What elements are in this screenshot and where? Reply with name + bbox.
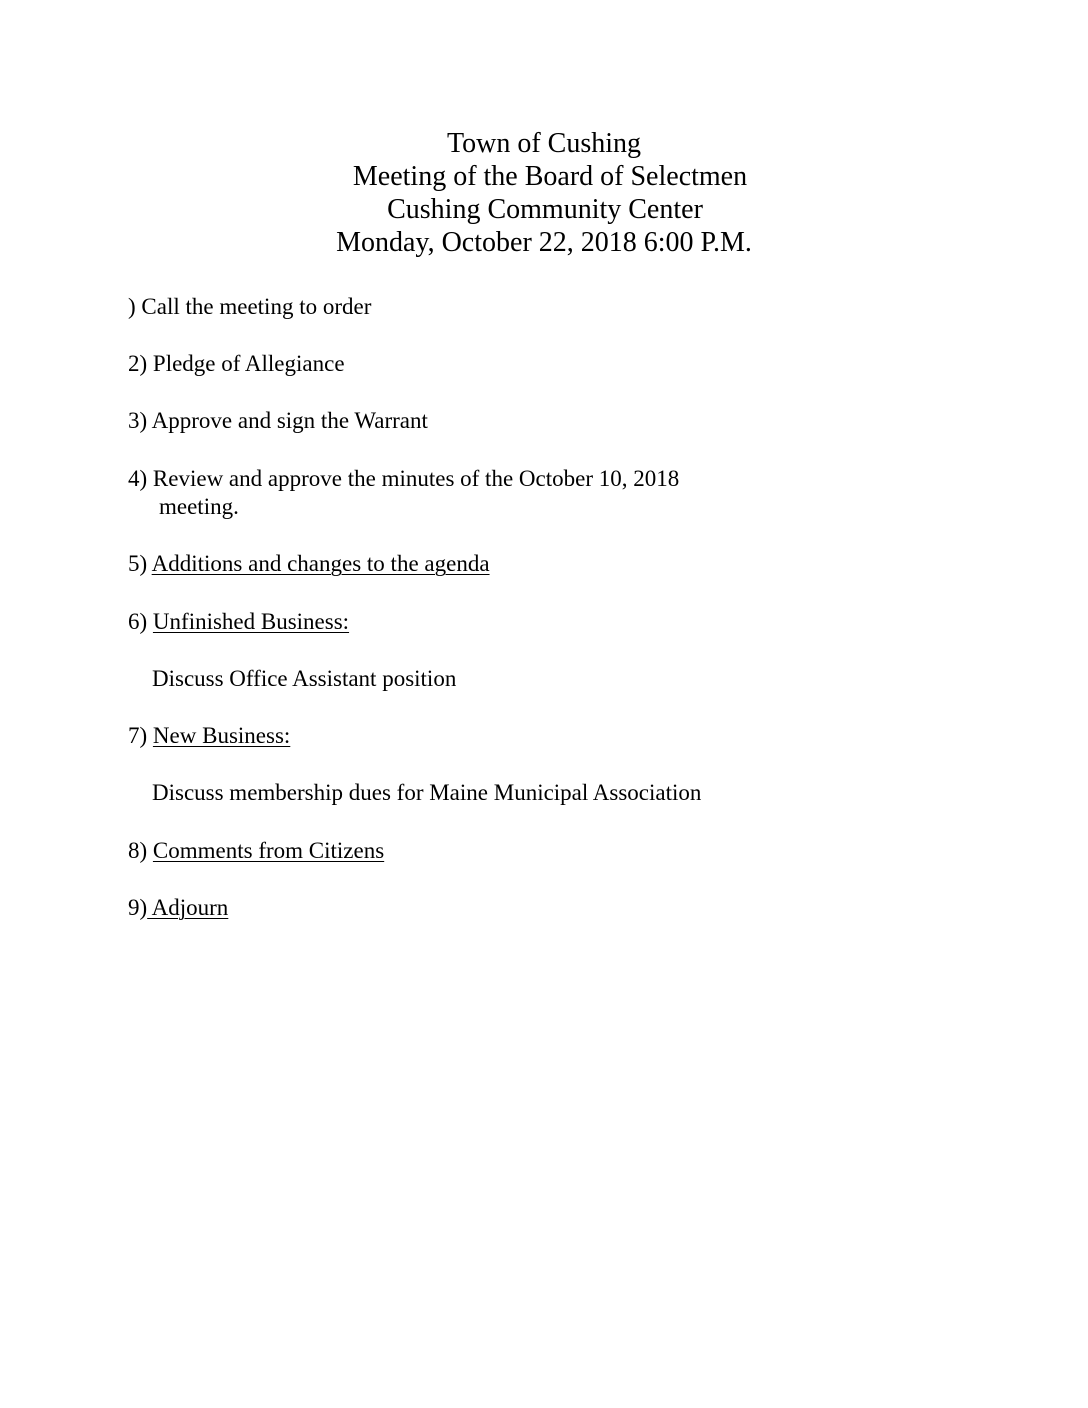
agenda-item-2	[128, 350, 345, 378]
agenda-item-1	[128, 293, 371, 321]
agenda-item-4	[128, 465, 679, 521]
agenda-item-6	[128, 608, 349, 636]
agenda-item-text: Adjourn	[147, 895, 229, 920]
agenda-item-text: Call the meeting to order	[141, 294, 372, 319]
meeting-date: Monday, October 22, 2018 6:00 P.M.	[336, 227, 752, 258]
agenda-item-number: 7)	[128, 723, 148, 748]
meeting-title: Meeting of the Board of Selectmen	[352, 161, 748, 192]
agenda-item-number: 2)	[128, 351, 148, 376]
agenda-item-text: Pledge of Allegiance	[152, 351, 345, 376]
agenda-item-number: 5)	[128, 551, 148, 576]
agenda-item-7	[128, 722, 290, 750]
agenda-item-3	[128, 407, 428, 435]
town-name: Town of Cushing	[446, 128, 642, 159]
agenda-item-number: )	[128, 294, 136, 319]
agenda-item-text: New Business:	[152, 723, 291, 748]
agenda-subitem-text: Discuss Office Assistant position	[152, 666, 457, 691]
agenda-item-number: 3)	[128, 408, 148, 433]
agenda-item-9	[128, 894, 228, 922]
agenda-subitem-text: Discuss membership dues for Maine Municipal Association	[152, 780, 702, 805]
agenda-item-text: Additions and changes to the agenda	[151, 551, 490, 576]
agenda-item-5	[128, 550, 490, 578]
agenda-item-text: Comments from Citizens	[152, 838, 385, 863]
agenda-item-number: 9)	[128, 895, 148, 920]
document-header	[0, 127, 1088, 259]
meeting-location: Cushing Community Center	[387, 194, 703, 225]
agenda-item-number: 6)	[128, 609, 148, 634]
agenda-item-text: Unfinished Business:	[152, 609, 350, 634]
agenda-item-continuation: meeting.	[159, 494, 239, 519]
agenda-item-text: Review and approve the minutes of the October 10, 2018	[152, 466, 680, 491]
agenda-subitem-7	[152, 779, 701, 807]
agenda-item-number: 8)	[128, 838, 148, 863]
agenda-item-number: 4)	[128, 466, 148, 491]
agenda-item-8	[128, 837, 384, 865]
agenda-subitem-6	[152, 665, 456, 693]
agenda-item-text: Approve and sign the Warrant	[151, 408, 428, 433]
